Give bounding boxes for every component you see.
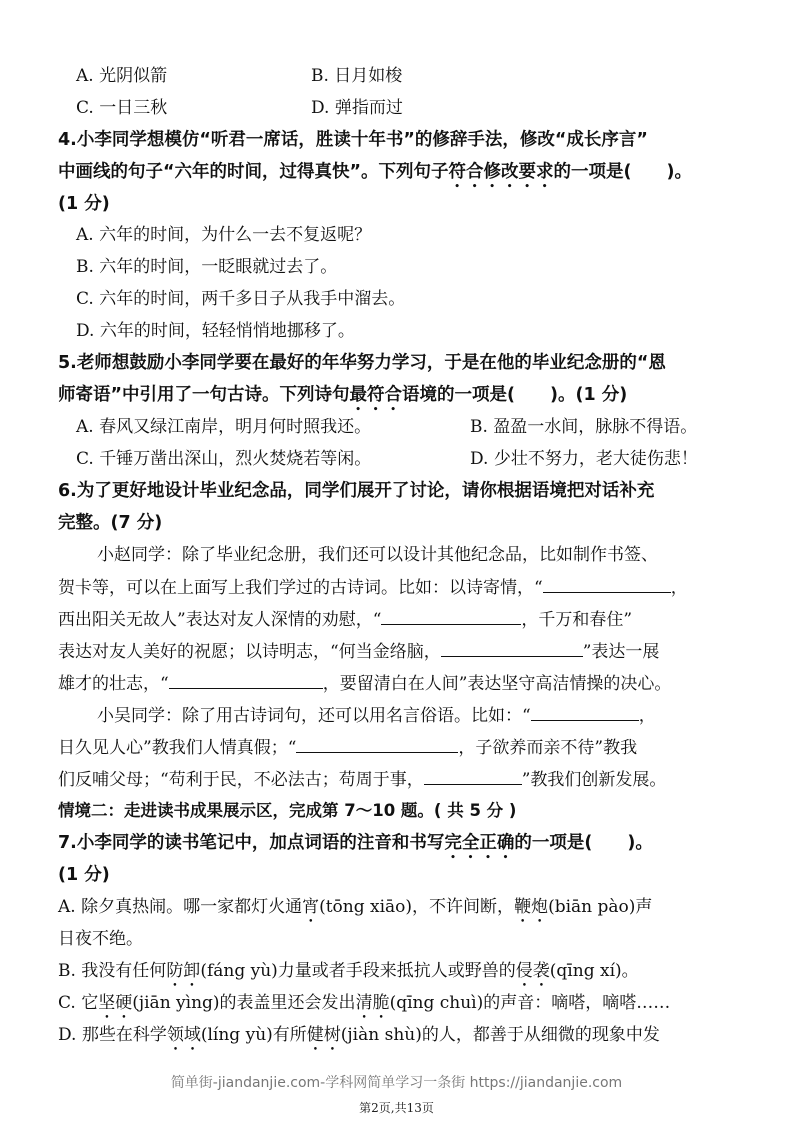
answer-blank-2[interactable] <box>381 606 521 625</box>
q4-stem-line1: 4.小李同学想模仿“听君一席话，胜读十年书”的修辞手法，修改“成长序言” <box>58 130 648 150</box>
q6-para2-line3 <box>58 766 666 793</box>
q7-option-b <box>58 958 639 991</box>
q6-text: 贺卡等，可以在上面写上我们学过的古诗词。比如：以诗寄情，“ <box>58 578 543 598</box>
q6-text: 小吴同学：除了用古诗词句，还可以用名言俗语。比如：“ <box>97 706 531 726</box>
answer-blank-4[interactable] <box>169 670 323 689</box>
q4-option-a: A. 六年的时间，为什么一去不复返呢？ <box>76 225 372 245</box>
q7-stem-line1 <box>58 830 653 863</box>
q6-text: ，子欲养而亲不待”教我 <box>458 738 638 758</box>
q3-option-d: D. 弹指而过 <box>311 98 403 118</box>
q6-para2-line2 <box>58 734 637 761</box>
q7-dotted-word: 鞭炮 <box>514 897 549 917</box>
q4-option-d: D. 六年的时间，轻轻悄悄地挪移了。 <box>76 321 355 341</box>
q4-option-c: C. 六年的时间，两千多日子从我手中溜去。 <box>76 289 406 309</box>
q7-text: B. 我没有任何 <box>58 961 167 981</box>
answer-blank-5[interactable] <box>531 702 639 721</box>
q4-emphasis: 符合修改要求 <box>448 162 554 182</box>
q7-dotted-word: 坚硬 <box>98 993 133 1013</box>
q3-option-c: C. 一日三秋 <box>76 98 168 118</box>
q7-text: (jiān yìng)的表盖里还会发出 <box>132 993 356 1013</box>
q6-text: 表达对友人美好的祝愿；以诗明志，“何当金络脑， <box>58 642 441 662</box>
q7-text: D. 那些在科学 <box>58 1025 167 1045</box>
q7-text: (biān pào)声 <box>548 897 653 917</box>
q5-stem-mid: 语境 <box>402 385 438 405</box>
q7-text: (qīng chuì)的声音：嘀嗒，嘀嗒…… <box>389 993 671 1013</box>
q7-text: (líng yù)有所 <box>200 1025 307 1045</box>
watermark-link[interactable]: 简单街-jiandanjie.com-学科网简单学习一条街 https://jiandanjie.com <box>170 1075 623 1091</box>
q6-text: 日久见人心”教我们人情真假；“ <box>58 738 297 758</box>
page-number: 第2页,共13页 <box>359 1101 434 1115</box>
q5-stem-text: 师寄语”中引用了一句古诗。下列诗句 <box>58 385 350 405</box>
q6-stem-line2: 完整。(7 分) <box>58 513 163 533</box>
q7-dotted-word: 健树 <box>306 1025 341 1045</box>
q7-text: (jiàn shù)的人，都善于从细微的现象中发 <box>340 1025 660 1045</box>
q6-para1-line4 <box>58 638 659 665</box>
q7-dotted-word: 宵 <box>302 897 320 917</box>
q6-para1-line1: 小赵同学：除了毕业纪念册，我们还可以设计其他纪念品，比如制作书签、 <box>97 545 658 565</box>
q4-stem-line2 <box>58 159 692 192</box>
q5-option-c: C. 千锤万凿出深山，烈火焚烧若等闲。 <box>76 449 372 469</box>
answer-blank-1[interactable] <box>543 574 671 593</box>
q4-option-b: B. 六年的时间，一眨眼就过去了。 <box>76 257 338 277</box>
q6-para2-line1 <box>97 702 656 729</box>
q6-stem-line1: 6.为了更好地设计毕业纪念品，同学们展开了讨论，请你根据语境把对话补充 <box>58 481 655 501</box>
q6-para1-line3 <box>58 606 632 633</box>
q7-dotted-word: 侵袭 <box>515 961 550 981</box>
q3-option-a: A. 光阴似箭 <box>76 66 168 86</box>
q6-para1-line2 <box>58 574 688 601</box>
q6-text: 雄才的壮志，“ <box>58 674 169 694</box>
q6-para1-line5 <box>58 670 671 697</box>
q6-text: ， <box>670 578 688 598</box>
q7-option-d <box>58 1022 660 1055</box>
answer-blank-7[interactable] <box>424 766 522 785</box>
q7-score: (1 分) <box>58 865 110 885</box>
q3-option-b: B. 日月如梭 <box>311 66 403 86</box>
section-heading: 情境二：走进读书成果展示区，完成第 7～10 题。( 共 5 分 ) <box>58 801 517 820</box>
q7-stem-end: 的一项是( )。 <box>514 833 653 853</box>
answer-blank-3[interactable] <box>441 638 583 657</box>
q5-stem-line1: 5.老师想鼓励小李同学要在最好的年华努力学习，于是在他的毕业纪念册的“恩 <box>58 353 666 373</box>
q7-text: (fáng yù)力量或者手段来抵抗人或野兽的 <box>200 961 516 981</box>
q7-emphasis: 完全正确 <box>444 833 515 853</box>
q6-text: ，千万和春住” <box>521 610 633 630</box>
q4-stem-text: 中画线的句子“六年的时间，过得真快”。下列句子 <box>58 162 449 182</box>
q6-text: 西出阳关无故人”表达对友人深情的劝慰，“ <box>58 610 382 630</box>
q4-score: (1 分) <box>58 194 110 214</box>
q7-option-a-line2: 日夜不绝。 <box>58 929 143 949</box>
q7-text: (qīng xí)。 <box>549 961 639 981</box>
q7-text: C. 它 <box>58 993 99 1013</box>
q7-stem-text: 7.小李同学的读书笔记中，加点词语的注音和书写 <box>58 833 445 853</box>
q6-text: ， <box>638 706 656 726</box>
q7-dotted-word: 防卸 <box>166 961 201 981</box>
q6-text: 们反哺父母；“苟利于民，不必法古；苟周于事， <box>58 770 424 790</box>
q5-stem-line2 <box>58 382 627 415</box>
q7-option-c <box>58 990 670 1023</box>
q7-option-a-line1 <box>58 894 652 927</box>
q7-text: A. 除夕真热闹。哪一家都灯火通 <box>58 897 303 917</box>
q7-dotted-word: 领域 <box>166 1025 201 1045</box>
q7-dotted-word: 清脆 <box>355 993 390 1013</box>
q5-stem-end: 的一项是( )。(1 分) <box>437 385 628 405</box>
q6-text: ，要留清白在人间”表达坚守高洁情操的决心。 <box>322 674 672 694</box>
answer-blank-6[interactable] <box>296 734 458 753</box>
q7-text: (tōng xiāo)，不许间断， <box>319 897 515 917</box>
q5-option-a: A. 春风又绿江南岸，明月何时照我还。 <box>76 417 372 437</box>
q6-text: ”教我们创新发展。 <box>521 770 667 790</box>
q5-option-d: D. 少壮不努力，老大徒伤悲！ <box>470 449 698 469</box>
q5-emphasis: 最符合 <box>349 385 403 405</box>
q5-option-b: B. 盈盈一水间，脉脉不得语。 <box>470 417 698 437</box>
q4-stem-end: 的一项是( )。 <box>553 162 693 182</box>
q6-text: ”表达一展 <box>582 642 660 662</box>
